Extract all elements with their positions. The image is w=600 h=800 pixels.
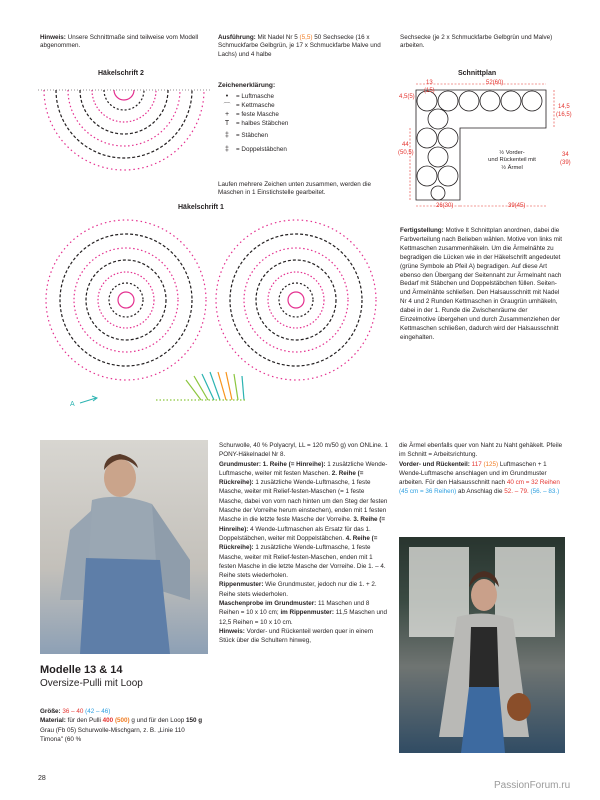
model-info [40, 707, 208, 745]
schnittplan-diagram [396, 78, 574, 218]
fertig-label: Fertigstellung: [400, 227, 444, 234]
r3-text: 4 Wende-Luftmaschen als Ersatz für das 1. Doppelstäbchen, weiter mit Doppelstäbchen. [219, 525, 371, 542]
dim-39: (39) [560, 160, 571, 166]
ausfuehrung-alt: (5,5) [299, 34, 313, 41]
ausfuehrung-pre: Mit Nadel Nr 5 [257, 34, 300, 41]
feste-masche-icon: + [224, 111, 230, 118]
mid-p1: Schurwolle, 40 % Polyacryl, LL = 120 m/50 g) von ONLine. 1 PONY-Häkelnadel Nr 8. [219, 442, 388, 459]
dim-45: 4,5(5) [399, 94, 415, 100]
legend-row-kettmasche [218, 101, 368, 110]
legend-label: = Stäbchen [236, 131, 269, 139]
legend-title: Zeichenerklärung: [218, 82, 276, 89]
arrow-a-label: A [70, 401, 75, 408]
vr-56: (56. – 83.) [530, 488, 560, 496]
haekelschrift-2-diagram [34, 78, 214, 178]
schnittplan-title: Schnittplan [458, 70, 497, 77]
vr-label: Vorder- und Rückenteil: [399, 460, 470, 468]
fertigstellung [400, 227, 564, 343]
model-subtitle: Oversize-Pulli mit Loop [40, 678, 143, 689]
legend-row-feste-masche [218, 110, 368, 119]
vr-52: 52. – 79. [504, 488, 529, 496]
vr-117: 117 [471, 460, 482, 468]
legend [218, 92, 368, 156]
legend-row-halbes-staebchen [218, 119, 368, 128]
legend-note: Laufen mehrere Zeichen unten zusammen, werden die Maschen in 1 Einstichstelle gearbeitet. [218, 181, 371, 197]
ausfuehrung-text: 50 Sechsecke (16 x Schmuckfarbe Gelbgrün, je 17 x Schmuckfarbe Malve und Lachs) und 4 halbe [218, 34, 381, 58]
groesse-label: Größe: [40, 708, 61, 715]
vr-40: 40 cm = 32 Reihen [506, 479, 560, 487]
legend-label: = Kettmasche [236, 102, 275, 109]
legend-row-doppelstaebchen [218, 142, 368, 156]
r4-label: 4. Reihe (= Rückreihe): [219, 534, 378, 552]
r2-text: 1 zusätzliche Wende-Luftmasche, 1 feste Masche, weiter mit Relief-festen-Maschen (= 1 feste Masche, dabei von vorn nach hinten um den Steg der festen Masche der Vorreihe herum einstechen), enden mit 1 festen Masche in die letzte feste Masche der Vorreihe. [219, 479, 388, 524]
material-text2: g und für den Loop [129, 717, 187, 725]
probe-label: Maschenprobe im Grundmuster: [219, 600, 317, 608]
hinweis-top [40, 34, 208, 51]
probe-label2: im Rippenmuster: [280, 609, 334, 617]
grund-label: Grundmuster: 1. Reihe (= Hinreihe): [219, 460, 326, 468]
legend-label: = Doppelstäbchen [236, 145, 287, 153]
dim-34: 34 [562, 152, 569, 158]
material-text3: Grau (Fb 05) Schurwolle-Mischgarn, z. B. „Linie 110 Timona" (60 % [40, 726, 185, 744]
schnitt-label-2: und Rückenteil mit [488, 157, 536, 164]
r2-label: 2. Reihe (= Rückreihe): [219, 469, 364, 487]
dim-165: (16,5) [556, 112, 572, 118]
hinweis-label: Hinweis: [40, 34, 66, 41]
dim-39b: 39(45) [508, 203, 526, 209]
legend-label: = Luftmasche [236, 93, 274, 100]
kettmasche-icon: ⌒ [223, 102, 231, 110]
material-text1: für den Pulli [67, 717, 103, 725]
schnitt-label-3: ½ Ärmel [501, 164, 523, 171]
mid-column [219, 441, 389, 646]
halbes-staebchen-icon: T [224, 120, 230, 127]
legend-row-luftmasche [218, 92, 368, 101]
model-photo-2 [399, 537, 565, 753]
dim-44: 44 [402, 142, 409, 148]
top-right-text: Sechsecke (je 2 x Schmuckfarbe Gelbgrün und Malve) arbeiten. [400, 34, 553, 50]
watermark: PassionForum.ru [494, 780, 571, 791]
dim-52: 52(60) [486, 80, 504, 86]
mid-hinweis-text: Vorder- und Rückenteil werden quer in einem Stück über die Schultern hinweg, [219, 627, 374, 645]
vr-text2: ab Anschlag die [456, 488, 505, 496]
rippen-text: Wie Grundmuster, jedoch nur die 1. + 2. Reihe stets wiederholen. [219, 581, 377, 598]
material-label: Material: [40, 717, 66, 725]
groesse-val: 36 – 40 [62, 708, 84, 715]
luftmasche-icon: • [225, 93, 229, 100]
probe-text: 11 Maschen und 8 Reihen = 10 x 10 cm; [219, 600, 370, 617]
schnitt-label-1: ½ Vorder- [499, 150, 525, 156]
hinweis-text: Unsere Schnittmaße sind teilweise vom Modell abgenommen. [40, 34, 199, 50]
mid-hinweis-label: Hinweis: [219, 627, 245, 635]
page-number: 28 [38, 775, 46, 782]
r3-label: 3. Reihe (= Hinreihe): [219, 516, 386, 533]
ausfuehrung [218, 34, 390, 59]
right-column [399, 441, 565, 497]
dim-145: 14,5 [558, 104, 570, 110]
dim-13: 13 [426, 80, 433, 86]
material-150: 150 g [186, 717, 203, 725]
probe-text2: 11,5 Maschen und 12,5 Reihen = 10 x 10 cm. [219, 609, 388, 626]
material-500: (500) [114, 717, 130, 725]
haekelschrift-1-title: Häkelschrift 1 [178, 204, 224, 211]
dim-505: (50,5) [398, 150, 414, 156]
grund-text: 1 zusätzliche Wende-Luftmasche, weiter mit festen Maschen. [219, 460, 388, 477]
ausfuehrung-label: Ausführung: [218, 34, 256, 41]
fertig-text: Motive lt Schnittplan anordnen, dabei die Farbverteilung nach Belieben wählen. Motive von links mit Kettmaschen zusammenhäkeln. Um die Ärmelnähte zu begradigen die Lücken wie in der Häkelschrift angedeutet (grüne Symbole ab Pfeil A) begradigen. Auf diese Art ebenso den Übergang der Seitennaht zur Ärmelnaht nach Bedarf mit Stäbchen und Doppelstäbchen füllen. Seiten- und Ärmelnähte schließen. Den Halsausschnitt mit Nadel Nr 4 und 2 Runden Kettmaschen in Graugrün umhäkeln, dabei in der 1. Runde die Zwischenräume der Einzelmotive übergehen und durch Zusammenziehen der Kettmaschen schließen, dadurch wird der Halsausschnitt eingehalten. [400, 227, 563, 341]
material-400: 400 [102, 717, 114, 725]
groesse-alt: (42 – 46) [85, 708, 111, 715]
right-p1: die Ärmel ebenfalls quer von Naht zu Naht gehäkelt. Pfeile im Schnitt = Arbeitsrichtung. [399, 442, 563, 459]
doppelstaebchen-icon: ‡ [225, 145, 229, 153]
model-title: Modelle 13 & 14 [40, 664, 123, 676]
vr-text1: Luftmaschen + 1 Wende-Luftmasche anschlagen und im Grundmuster arbeiten. Für den Halsausschnitt nach [399, 460, 547, 487]
haekelschrift-2-title: Häkelschrift 2 [98, 70, 144, 77]
haekelschrift-1-diagram [36, 210, 396, 416]
model-photo-1 [40, 440, 208, 654]
legend-label: = feste Masche [236, 111, 279, 118]
staebchen-icon: ‡ [225, 131, 229, 139]
vr-45: (45 cm = 36 Reihen) [399, 488, 457, 496]
dim-15: (15) [424, 88, 435, 94]
vr-125: (125) [483, 460, 499, 468]
legend-row-staebchen [218, 128, 368, 142]
schnittplan-label [478, 150, 546, 172]
model-silhouette-1 [40, 440, 208, 654]
r4-text: 1 zusätzliche Wende-Luftmasche, 1 feste Masche, weiter mit Relief-festen-Maschen, enden mit 1 festen Masche in die letzte Masche der Vorreihe. Die 1. – 4. Reihe stets wiederholen. [219, 544, 386, 580]
dim-26: 26(30) [436, 203, 454, 209]
model-silhouette-2 [399, 537, 565, 753]
rippen-label: Rippenmuster: [219, 581, 264, 589]
legend-label: = halbes Stäbchen [236, 120, 289, 127]
